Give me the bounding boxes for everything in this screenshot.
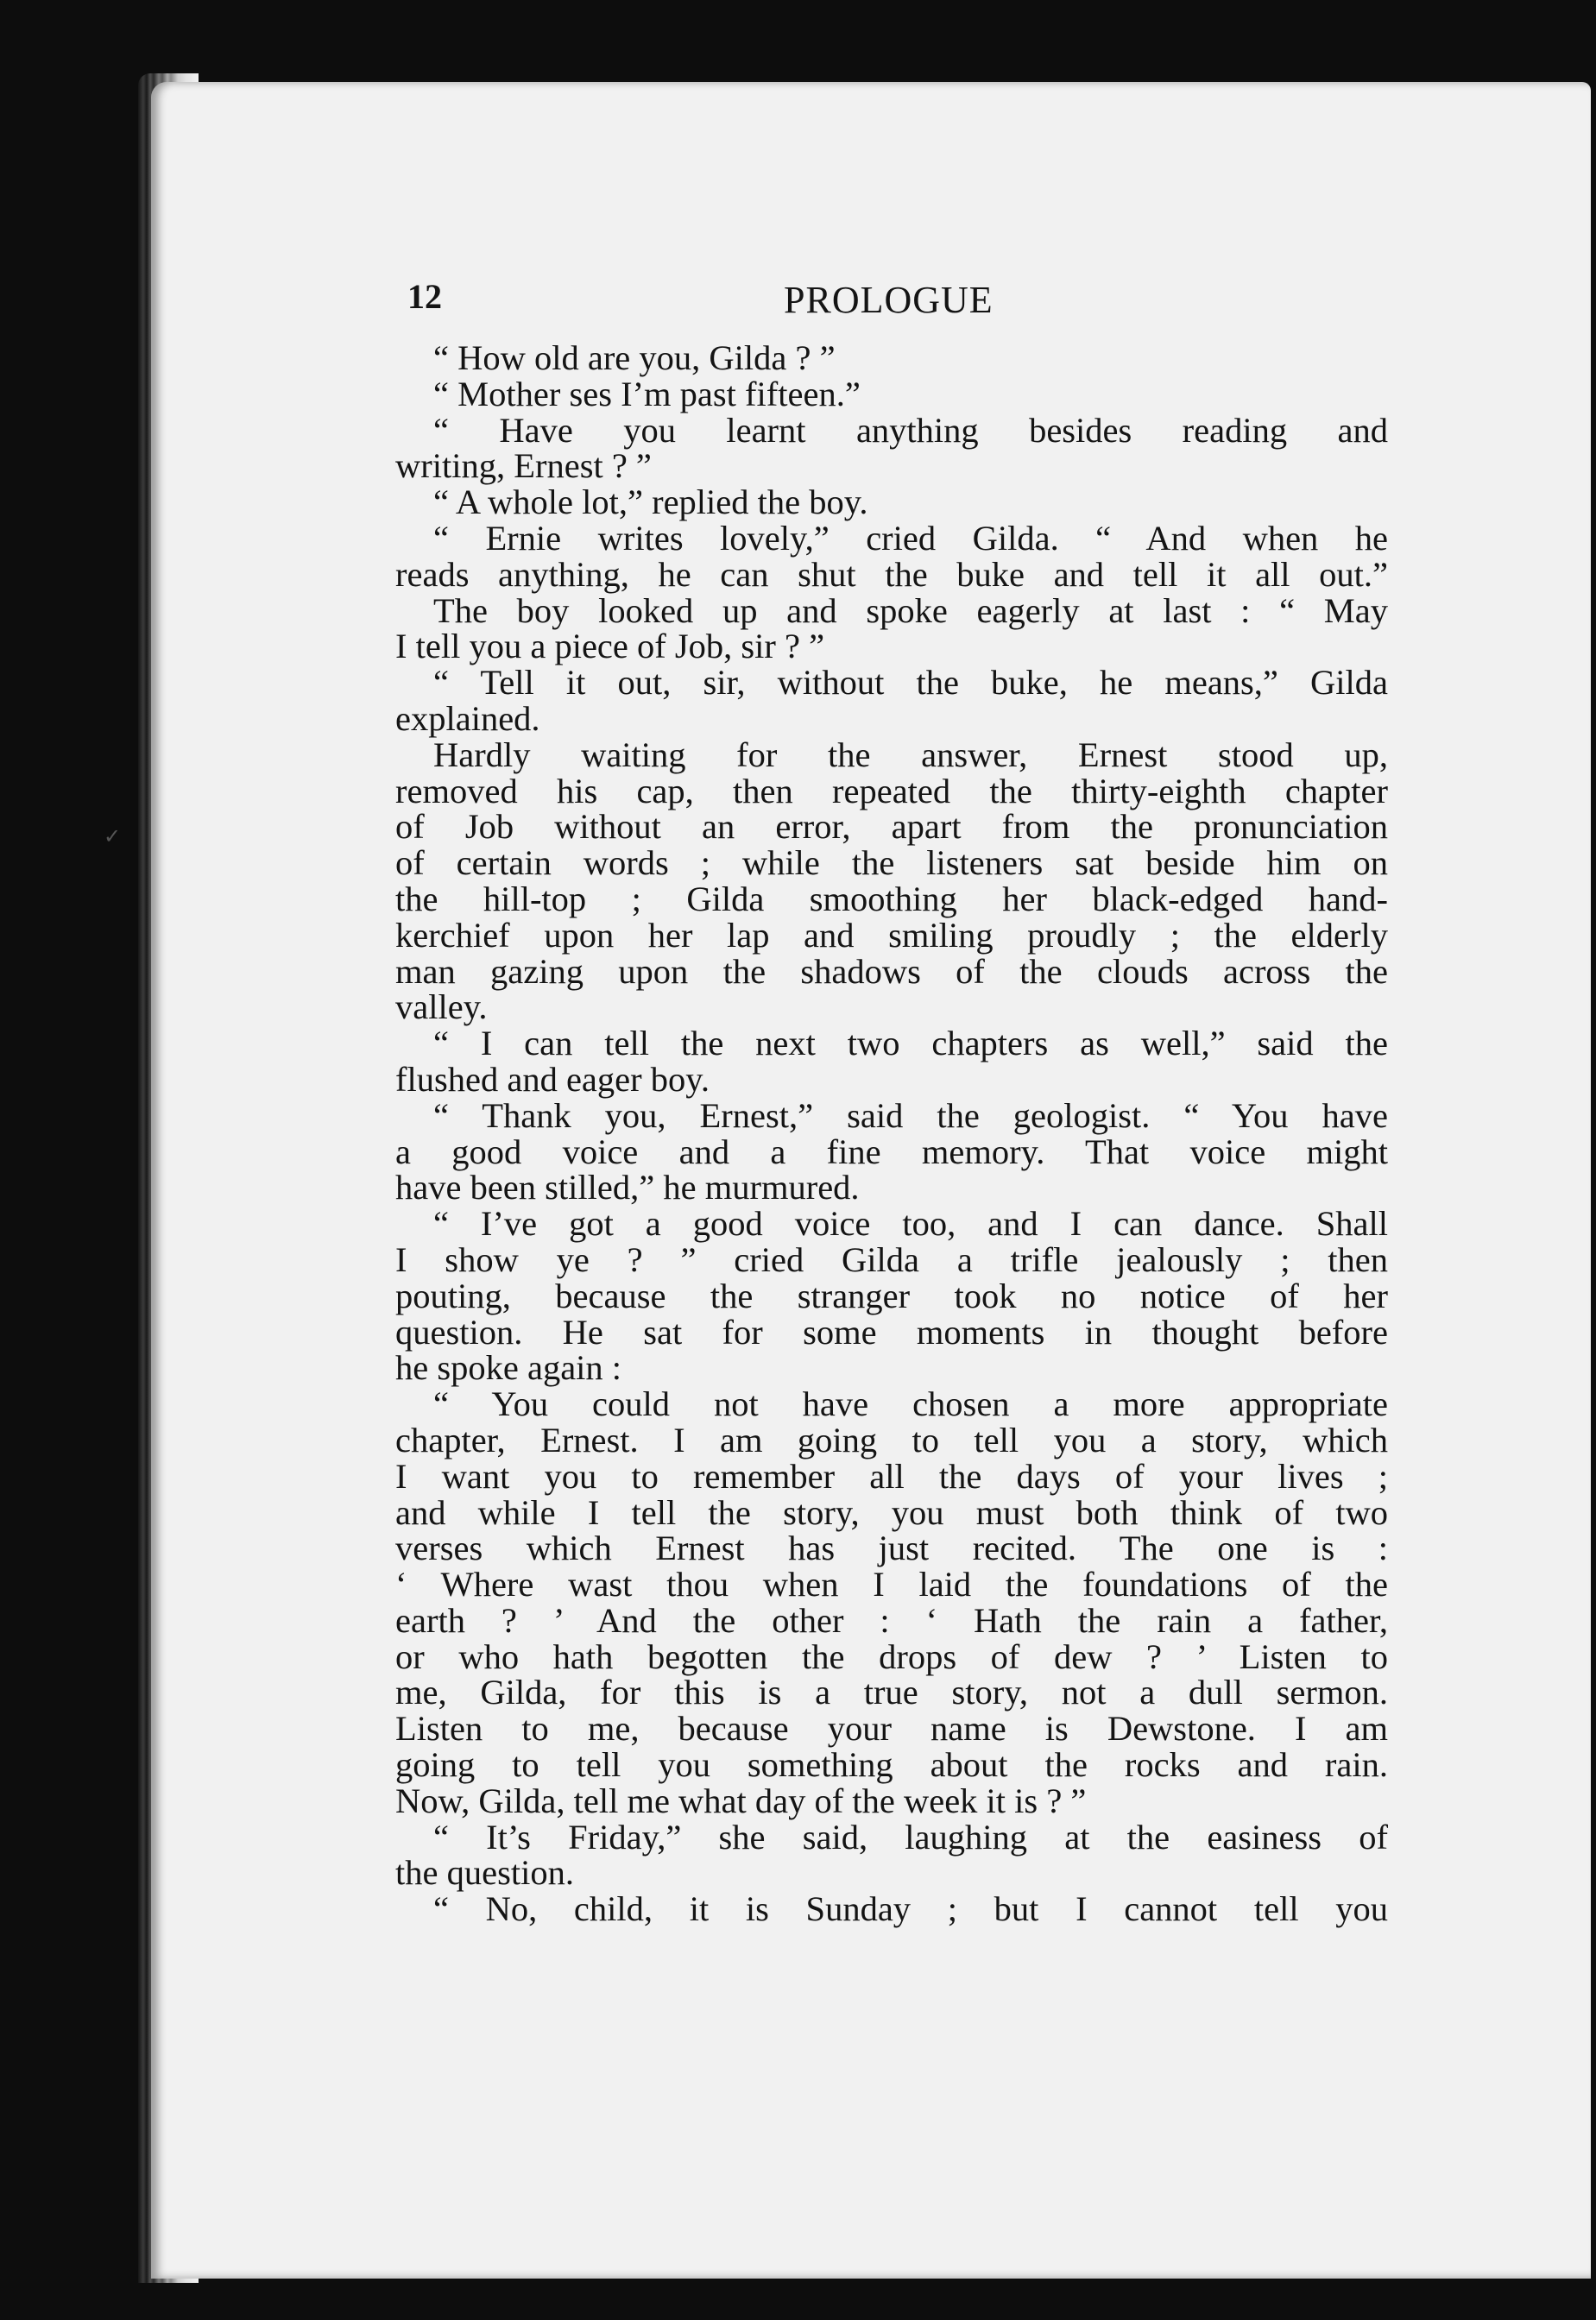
text-line: question. He sat for some moments in thought before <box>395 1312 1388 1352</box>
text-line: going to tell you something about the rocks and rain. <box>395 1745 1388 1785</box>
text-line: “ Tell it out, sir, without the buke, he means,” Gilda <box>433 663 1388 703</box>
text-line: The boy looked up and spoke eagerly at last : “ May <box>433 590 1388 630</box>
text-line: “ How old are you, Gilda ? ” <box>433 338 836 377</box>
text-line: or who hath begotten the drops of dew ? ’ Listen to <box>395 1636 1388 1676</box>
text-line: Hardly waiting for the answer, Ernest stood up, <box>433 734 1388 774</box>
text-line: I tell you a piece of Job, sir ? ” <box>395 627 825 666</box>
text-line: me, Gilda, for this is a true story, not a dull sermon. <box>395 1673 1388 1712</box>
text-line: Listen to me, because your name is Dewstone. I am <box>395 1709 1388 1749</box>
text-line: earth ? ’ And the other : ‘ Hath the rain a father, <box>395 1600 1388 1640</box>
text-line: valley. <box>395 987 488 1027</box>
text-line: Now, Gilda, tell me what day of the week it is ? ” <box>395 1781 1087 1820</box>
text-line: “ Mother ses I’m past fifteen.” <box>433 374 861 413</box>
text-line: the hill-top ; Gilda smoothing her black-edged hand- <box>395 879 1388 918</box>
page-number: 12 <box>407 277 442 316</box>
text-line: flushed and eager boy. <box>395 1059 710 1099</box>
text-line: ‘ Where wast thou when I laid the foundations of the <box>395 1565 1388 1604</box>
text-line: explained. <box>395 698 540 738</box>
text-line: “ A whole lot,” replied the boy. <box>433 482 868 522</box>
text-line: I show ye ? ” cried Gilda a trifle jealously ; then <box>395 1239 1388 1279</box>
text-line: chapter, Ernest. I am going to tell you a story, which <box>395 1420 1388 1459</box>
text-line: the question. <box>395 1853 574 1893</box>
text-line: “ It’s Friday,” she said, laughing at the easiness of <box>433 1817 1388 1857</box>
text-line: and while I tell the story, you must both think of two <box>395 1492 1388 1532</box>
text-line: of Job without an error, apart from the pronunciation <box>395 807 1388 847</box>
text-line: man gazing upon the shadows of the clouds across the <box>395 951 1388 991</box>
text-line: a good voice and a fine memory. That voice might <box>395 1132 1388 1171</box>
text-line: reads anything, he can shut the buke and tell it all out.” <box>395 554 1388 594</box>
text-line: “ I can tell the next two chapters as well,” said the <box>433 1024 1388 1063</box>
text-line: I want you to remember all the days of your lives ; <box>395 1456 1388 1496</box>
text-line: of certain words ; while the listeners sat beside him on <box>395 843 1388 883</box>
text-line: “ No, child, it is Sunday ; but I cannot tell you <box>433 1889 1388 1929</box>
text-line: have been stilled,” he murmured. <box>395 1168 860 1207</box>
text-line: removed his cap, then repeated the thirty-eighth chapter <box>395 771 1388 810</box>
text-line: “ I’ve got a good voice too, and I can dance. Shall <box>433 1204 1388 1244</box>
text-line: writing, Ernest ? ” <box>395 446 652 486</box>
body-text <box>395 340 1388 1927</box>
text-line: verses which Ernest has just recited. The one is : <box>395 1529 1388 1568</box>
text-line: “ Ernie writes lovely,” cried Gilda. “ And when he <box>433 518 1388 558</box>
scan-speck-mark: ✓ <box>104 824 122 848</box>
running-head: PROLOGUE <box>784 279 994 321</box>
text-line: pouting, because the stranger took no notice of her <box>395 1276 1388 1315</box>
text-line: “ Thank you, Ernest,” said the geologist. “ You have <box>433 1095 1388 1135</box>
text-line: “ Have you learnt anything besides reading and <box>433 410 1388 450</box>
text-line: kerchief upon her lap and smiling proudly ; the elderly <box>395 915 1388 955</box>
text-line: “ You could not have chosen a more appropriate <box>433 1384 1388 1424</box>
text-line: he spoke again : <box>395 1348 622 1388</box>
